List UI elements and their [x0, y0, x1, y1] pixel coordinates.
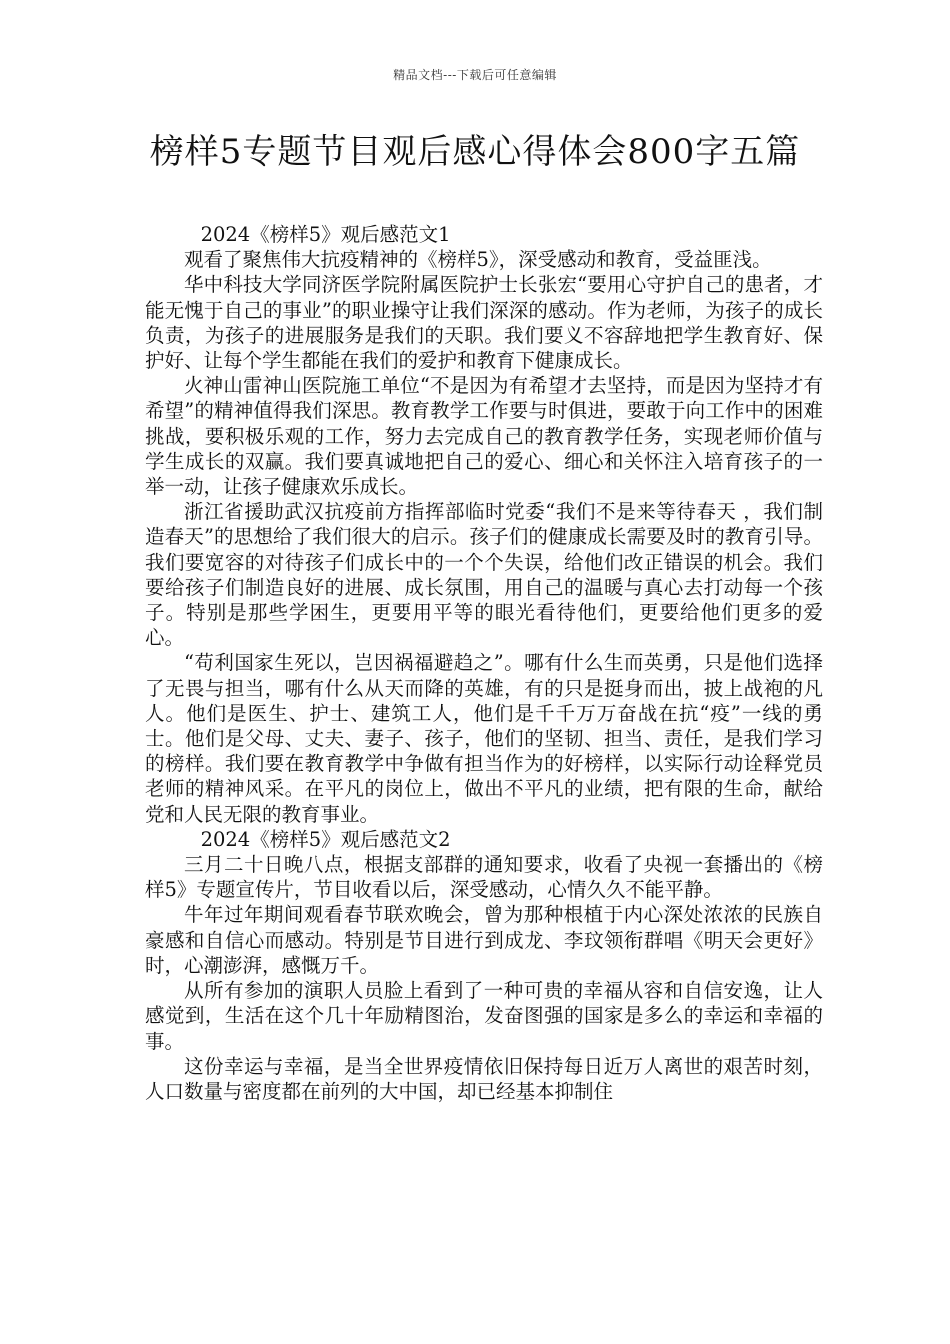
paragraph: 这份幸运与幸福，是当全世界疫情依旧保持每日近万人离世的艰苦时刻，人口数量与密度都在前列的大中国，却已经基本抑制住 — [145, 1054, 823, 1103]
paragraph: 浙江省援助武汉抗疫前方指挥部临时党委“我们不是来等待春天 ，我们制造春天”的思想给了我们很大的启示。孩子们的健康成长需要及时的教育引导。我们要宽容的对待孩子们成长中的一个个失误，给他们改正错误的机会。我们要给孩子们制造良好的进展、成长氛围，用自己的温暖与真心去打动每一个孩子。特别是那些学困生，更要用平等的眼光看待他们，更要给他们更多的爱心。 — [145, 500, 823, 650]
paragraph: 从所有参加的演职人员脸上看到了一种可贵的幸福从容和自信安逸，让人感觉到，生活在这个几十年励精图治，发奋图强的国家是多么的幸运和幸福的事。 — [145, 979, 823, 1053]
paragraph: 观看了聚焦伟大抗疫精神的《榜样5》，深受感动和教育，受益匪浅。 — [184, 248, 772, 272]
page-header-note: 精品文档---下载后可任意编辑 — [393, 68, 557, 82]
paragraph: 火神山雷神山医院施工单位“不是因为有希望才去坚持，而是因为坚持才有希望”的精神值得我们深思。教育教学工作要与时俱进，要敢于向工作中的困难挑战，要积极乐观的工作，努力去完成自己的教育教学任务，实现老师价值与学生成长的双赢。我们要真诚地把自己的爱心、细心和关怀注入培育孩子的一举一动，让孩子健康欢乐成长。 — [145, 374, 823, 499]
document-body — [145, 222, 823, 1104]
paragraph: 牛年过年期间观看春节联欢晚会，曾为那种根植于内心深处浓浓的民族自豪感和自信心而感动。特别是节目进行到成龙、李玟领衔群唱《明天会更好》时，心潮澎湃，感慨万千。 — [145, 903, 823, 977]
paragraph: 三月二十日晚八点，根据支部群的通知要求，收看了央视一套播出的《榜样5》专题宣传片，节目收看以后，深受感动，心情久久不能平静。 — [145, 853, 823, 902]
paragraph: “苟利国家生死以，岂因祸福避趋之”。哪有什么生而英勇，只是他们选择了无畏与担当，哪有什么从天而降的英雄，有的只是挺身而出，披上战袍的凡人。他们是医生、护士、建筑工人，他们是千千万万奋战在抗“疫”一线的勇士。他们是父母、丈夫、妻子、孩子，他们的坚韧、担当、责任，是我们学习的榜样。我们要在教育教学中争做有担当作为的好榜样，以实际行动诠释党员老师的精神风采。在平凡的岗位上，做出不平凡的业绩，把有限的生命，献给党和人民无限的教育事业。 — [145, 651, 823, 826]
section-heading: 2024《榜样5》观后感范文2 — [200, 827, 451, 851]
section-heading: 2024《榜样5》观后感范文1 — [200, 223, 451, 246]
document-title: 榜样5专题节目观后感心得体会800字五篇 — [149, 132, 801, 172]
paragraph: 华中科技大学同济医学院附属医院护士长张宏“要用心守护自己的患者，才能无愧于自己的事业”的职业操守让我们深深的感动。作为老师，为孩子的成长负责，为孩子的进展服务是我们的天职。我们要义不容辞地把学生教育好、保护好、让每个学生都能在我们的爱护和教育下健康成长。 — [145, 273, 823, 373]
